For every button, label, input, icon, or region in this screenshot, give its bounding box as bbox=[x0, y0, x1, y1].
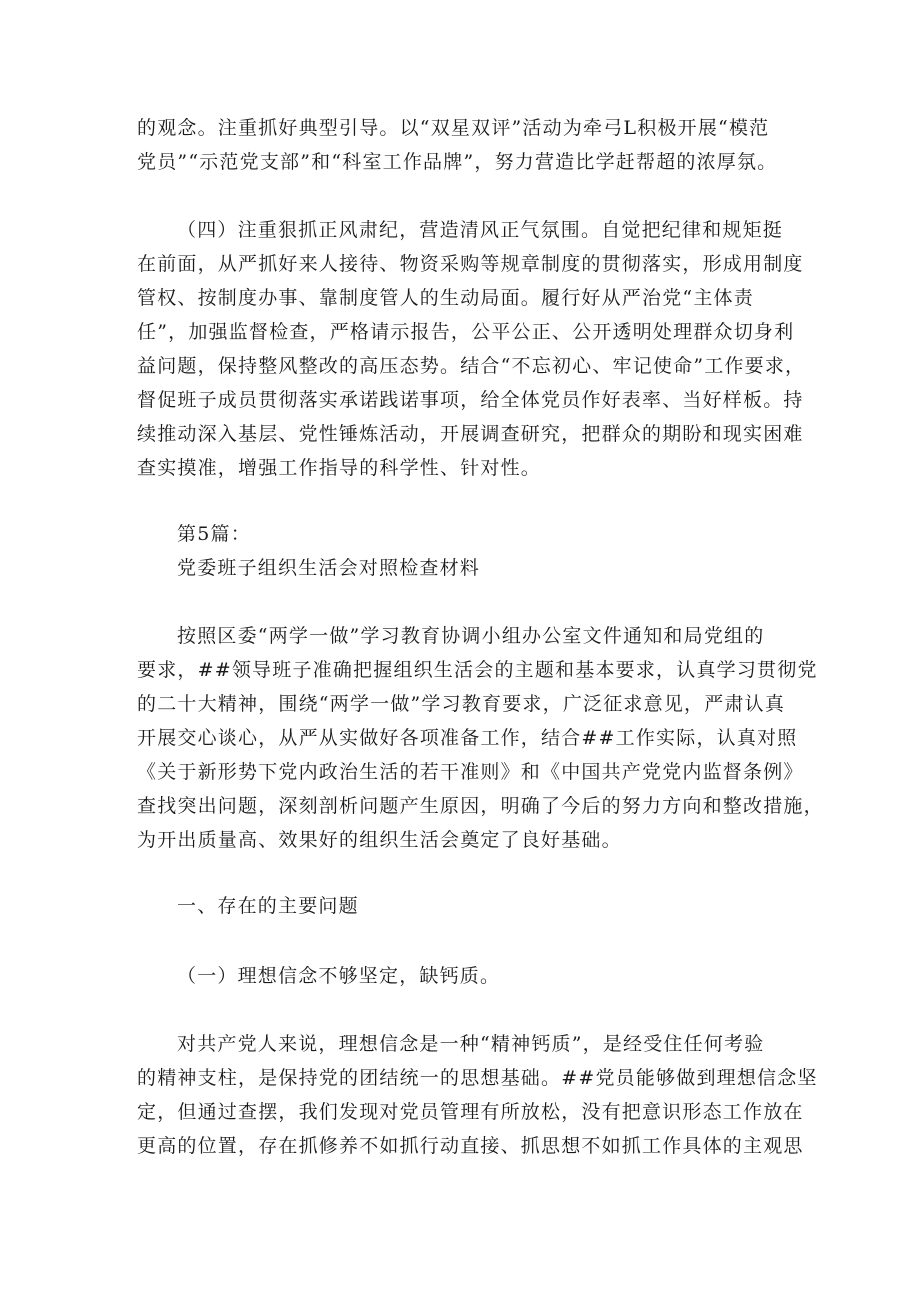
heading-ideals: （一）理想信念不够坚定，缺钙质。 bbox=[177, 965, 501, 987]
text-line: 任”，加强监督检查，严格请示报告，公平公正、公开透明处理群众切身利 bbox=[137, 321, 795, 343]
subsection-heading bbox=[137, 959, 797, 993]
chapter-title: 党委班子组织生活会对照检查材料 bbox=[177, 557, 481, 579]
text-line: 查实摸准，增强工作指导的科学性、针对性。 bbox=[137, 457, 542, 479]
text-line: 对共产党人来说，理想信念是一种“精神钙质”，是经受住任何考验 bbox=[177, 1033, 765, 1055]
text-line: 续推动深入基层、党性锤炼活动，开展调查研究，把群众的期盼和现实困难 bbox=[137, 423, 804, 445]
text-line: 在前面，从严抓好来人接待、物资采购等规章制度的贯彻落实，形成用制度 bbox=[137, 253, 804, 275]
text-line: 的观念。注重抓好典型引导。以“双星双评”活动为牵弓L积极开展“模范 bbox=[137, 117, 770, 139]
text-line: 更高的位置，存在抓修养不如抓行动直接、抓思想不如抓工作具体的主观思 bbox=[137, 1135, 804, 1157]
heading-main-problems: 一、存在的主要问题 bbox=[177, 895, 359, 917]
paragraph-intro bbox=[137, 619, 824, 857]
chapter-label: 第5篇： bbox=[177, 523, 251, 545]
text-line: （四）注重狠抓正风肃纪，营造清风正气氛围。自觉把纪律和规矩挺 bbox=[177, 219, 784, 241]
paragraph-ideals bbox=[137, 1027, 818, 1163]
text-line: 按照区委“两学一做”学习教育协调小组办公室文件通知和局党组的 bbox=[177, 625, 765, 647]
text-line: 益问题，保持整风整改的高压态势。结合“不忘初心、牢记使命”工作要求， bbox=[137, 355, 806, 377]
chapter-header bbox=[137, 517, 797, 585]
text-line: 开展交心谈心，从严从实做好各项准备工作，结合##工作实际，认真对照 bbox=[137, 727, 798, 749]
text-line: 为开出质量高、效果好的组织生活会奠定了良好基础。 bbox=[137, 829, 622, 851]
text-line: 《关于新形势下党内政治生活的若干准则》和《中国共产党党内监督条例》 bbox=[137, 761, 804, 783]
text-line: 要求，##领导班子准确把握组织生活会的主题和基本要求，认真学习贯彻党 bbox=[137, 659, 818, 681]
text-line: 管权、按制度办事、靠制度管人的生动局面。履行好从严治党“主体责 bbox=[137, 287, 754, 309]
text-line: 的二十大精神，围绕“两学一做”学习教育要求，广泛征求意见，严肃认真 bbox=[137, 693, 786, 715]
paragraph-four bbox=[137, 213, 806, 485]
text-line: 党员”“示范党支部”和“科室工作品牌”，努力营造比学赶帮超的浓厚氛。 bbox=[137, 151, 778, 173]
paragraph-continuation bbox=[137, 111, 797, 179]
section-heading bbox=[137, 889, 797, 923]
text-line: 督促班子成员贯彻落实承诺践诺事项，给全体党员作好表率、当好样板。持 bbox=[137, 389, 804, 411]
text-line: 查找突出问题，深刻剖析问题产生原因，明确了今后的努力方向和整改措施， bbox=[137, 795, 824, 817]
text-line: 的精神支柱，是保持党的团结统一的思想基础。##党员能够做到理想信念坚 bbox=[137, 1067, 818, 1089]
text-line: 定，但通过查摆，我们发现对党员管理有所放松，没有把意识形态工作放在 bbox=[137, 1101, 804, 1123]
